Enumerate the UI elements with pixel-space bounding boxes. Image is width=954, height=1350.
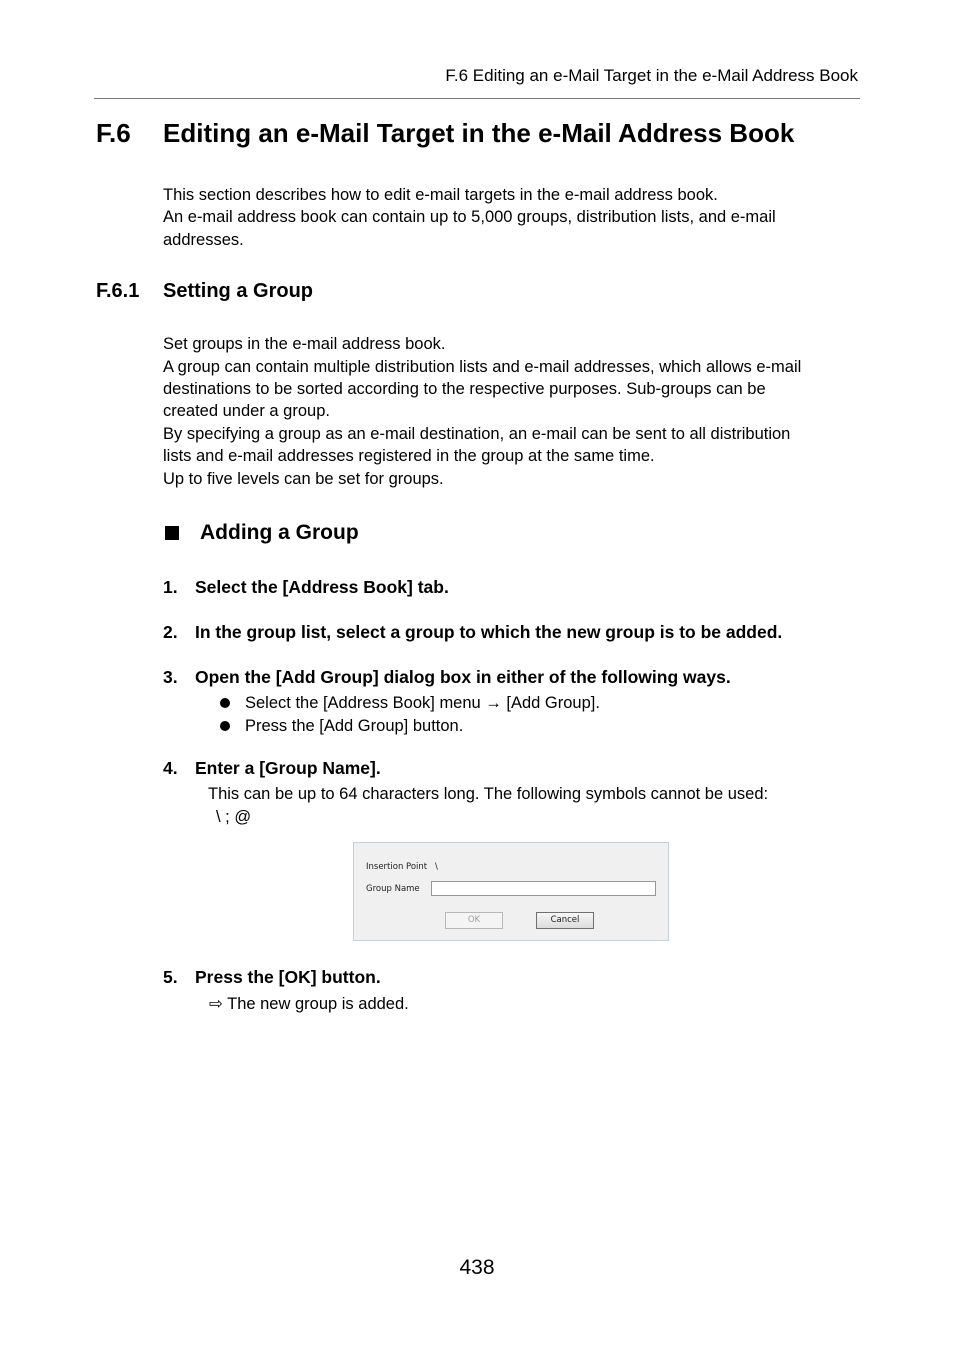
page-number: 438	[459, 1256, 495, 1279]
bullet-icon	[220, 698, 230, 708]
subsection-line-5: By specifying a group as an e-mail destination, an e-mail can be sent to all distribution	[163, 425, 791, 443]
section-title: Editing an e-Mail Target in the e-Mail Address Book	[163, 118, 795, 148]
insertion-point-label: Insertion Point	[366, 862, 428, 872]
bullet-icon	[220, 721, 230, 731]
ok-button[interactable]: OK	[445, 912, 503, 929]
subsection-line-2: A group can contain multiple distribution lists and e-mail addresses, which allows e-mail	[163, 358, 802, 376]
step-4-symbols: \ ; @	[216, 808, 252, 826]
insertion-point-value: \	[435, 862, 438, 872]
step-1-number: 1.	[163, 577, 178, 597]
procedure-title: Adding a Group	[200, 521, 359, 544]
step-3-text: Open the [Add Group] dialog box in either of the following ways.	[195, 667, 731, 687]
step-1-text: Select the [Address Book] tab.	[195, 577, 449, 597]
step-5-number: 5.	[163, 967, 178, 987]
step-4-detail: This can be up to 64 characters long. The following symbols cannot be used:	[208, 785, 769, 803]
step-3-bullet-1: Select the [Address Book] menu → [Add Group].	[245, 694, 600, 712]
running-header: F.6 Editing an e-Mail Target in the e-Mail Address Book	[445, 66, 858, 85]
step-3-number: 3.	[163, 667, 178, 687]
heading-square-icon	[165, 526, 179, 540]
step-5-result: ⇨ The new group is added.	[209, 995, 409, 1013]
intro-line-2: An e-mail address book can contain up to 5,000 groups, distribution lists, and e-mail	[163, 208, 776, 226]
step-4-number: 4.	[163, 758, 178, 778]
subsection-line-1: Set groups in the e-mail address book.	[163, 335, 446, 353]
step-5-text: Press the [OK] button.	[195, 967, 381, 987]
step-4-text: Enter a [Group Name].	[195, 758, 381, 778]
header-divider	[94, 98, 860, 99]
subsection-number: F.6.1	[96, 280, 140, 302]
section-number: F.6	[96, 118, 131, 148]
intro-line-1: This section describes how to edit e-mail targets in the e-mail address book.	[163, 186, 718, 204]
subsection-line-4: created under a group.	[163, 402, 330, 420]
step-2-text: In the group list, select a group to which the new group is to be added.	[195, 622, 783, 642]
cancel-button[interactable]: Cancel	[536, 912, 594, 929]
step-3-bullet-2: Press the [Add Group] button.	[245, 717, 464, 735]
group-name-label: Group Name	[366, 884, 420, 894]
add-group-dialog	[353, 842, 669, 941]
step-2-number: 2.	[163, 622, 178, 642]
subsection-title: Setting a Group	[163, 280, 313, 302]
subsection-line-6: lists and e-mail addresses registered in the group at the same time.	[163, 447, 655, 465]
subsection-line-7: Up to five levels can be set for groups.	[163, 470, 444, 488]
subsection-line-3: destinations to be sorted according to the respective purposes. Sub-groups can be	[163, 380, 766, 398]
intro-line-3: addresses.	[163, 231, 244, 249]
group-name-input[interactable]	[431, 881, 656, 896]
